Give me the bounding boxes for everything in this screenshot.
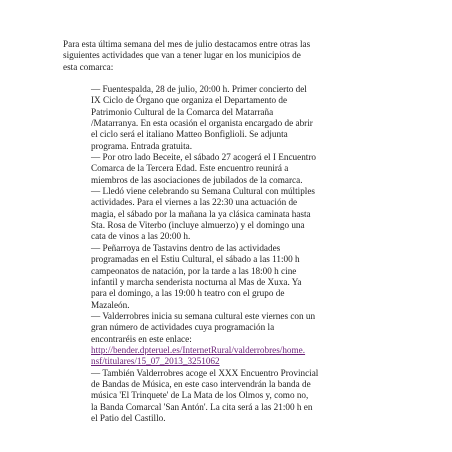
activity-valderrobres xyxy=(91,311,391,368)
activity-penarroya: — Peñarroya de Tastavins dentro de las actividades programadas en el Estiu Cultural, el sábado a las 11:00 h campeonatos de natación, por la tarde a las 18:00 h cine infantil y marcha senderista nocturna al Mas de Xuxa. Ya para el domingo, a las 19:00 h teatro con el grupo de Mazaleón. xyxy=(91,242,302,310)
activity-bandas-musica: — También Valderrobres acoge el XXX Encuentro Provincial de Bandas de Música, en este caso intervendrán la banda de música 'El Trinquete' de La Mata de los Olmos y, como no, la Banda Comarcal 'San Antón'. La cita será a las 21:00 h en el Patio del Castillo. xyxy=(91,367,319,423)
activity-list xyxy=(91,84,391,424)
activity-valderrobres-text: — Valderrobres inicia su semana cultural este viernes con un gran número de actividades cuya programación la encontraréis en este enlace: xyxy=(91,310,316,344)
intro-paragraph: Para esta última semana del mes de julio destacamos entre otras las siguientes actividades que van a tener lugar en los municipios de esta comarca: xyxy=(63,39,311,72)
valderrobres-programme-link[interactable]: http://bender.dpteruel.es/InternetRural/valderrobres/home. nsf/titulares/15_07_2013_3251062 xyxy=(91,344,306,367)
activity-lledo: — Lledó viene celebrando su Semana Cultural con múltiples actividades. Para el viernes a las 22:30 una actuación de magia, el sábado por la mañana la ya clásica caminata hasta Sta. Rosa de Viterbo (incluye almuerzo) y el domingo una cata de vinos a las 20:00 h. xyxy=(91,186,316,242)
activity-fuentespalda: — Fuentespalda, 28 de julio, 20:00 h. Primer concierto del IX Ciclo de Órgano que organiza el Departamento de Patrimonio Cultural de la Comarca del Matarraña /Matarranya. En esta ocasión el organista encargado de abrir el ciclo será el italiano Matteo Bonfiglioli. Se adjunta programa. Entrada gratuita. xyxy=(91,84,313,151)
activity-beceite: — Por otro lado Beceite, el sábado 27 acogerá el I Encuentro Comarca de la Tercera Edad. Este encuentro reunirá a miembros de las asociaciones de jubilados de la comarca. xyxy=(91,152,317,185)
